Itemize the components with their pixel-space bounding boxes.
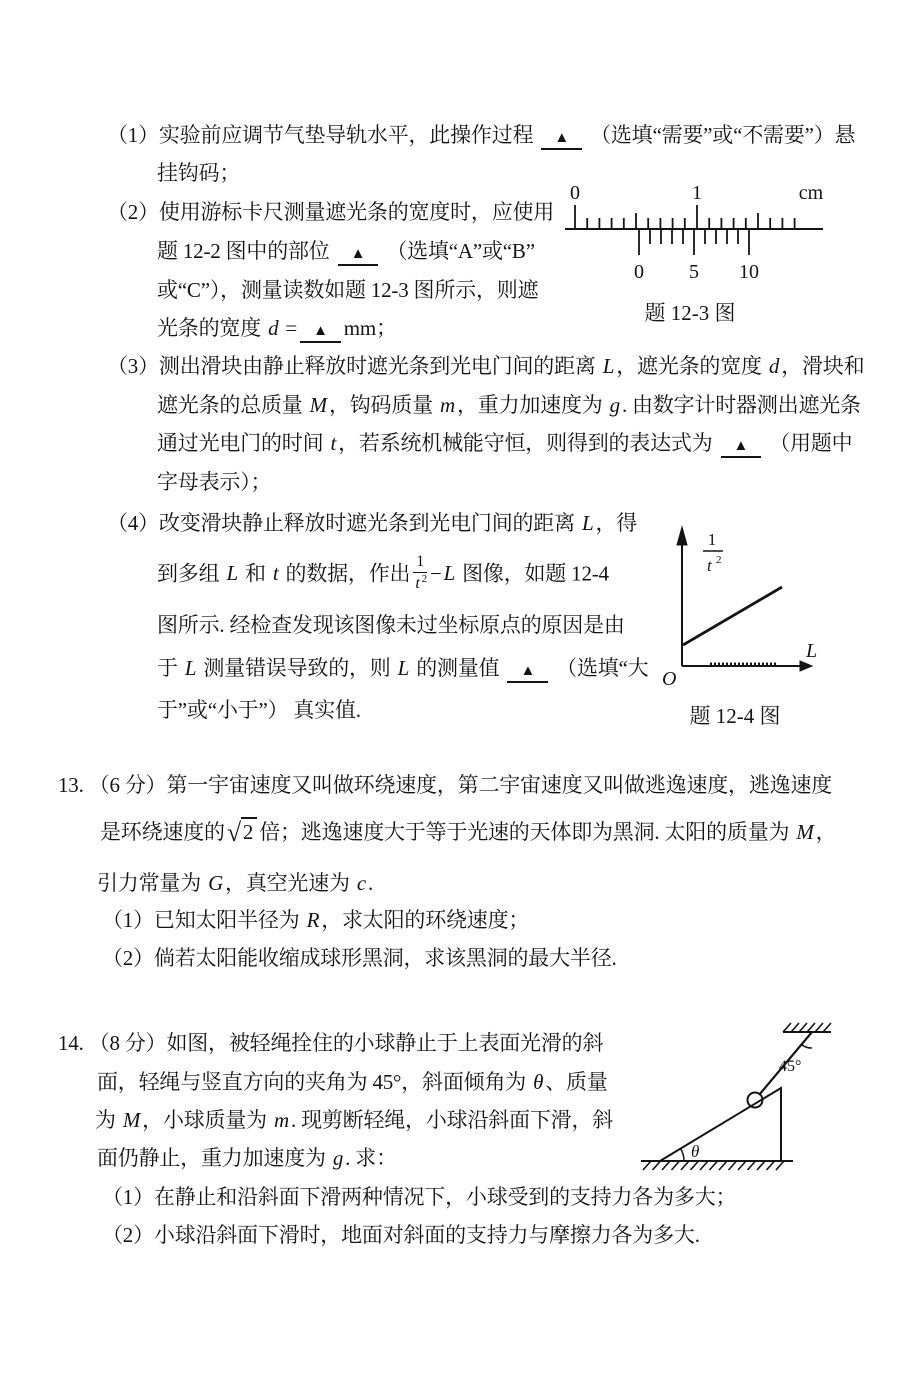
main-tick-label-0: 0 (570, 183, 580, 204)
incline-triangle (660, 1088, 781, 1161)
vernier-caliper-figure (553, 183, 853, 295)
q12-3-line-3: 字母表示）； (157, 470, 272, 494)
math-variable: t (272, 561, 279, 586)
q12-3-line-2: 通过光电门的时间 t，若系统机械能守恒，则得到的表达式为 ▲ （用题中 (157, 430, 852, 458)
math-variable: M (796, 820, 814, 844)
y-axis-arrow (677, 527, 687, 545)
ceiling-hatch (783, 1023, 831, 1032)
q13-line-1: 是环绕速度的√2 倍；逃逸速度大于等于光速的天体即为黑洞. 太阳的质量为 M， (100, 818, 837, 847)
square-root: √2 (227, 817, 257, 846)
math-variable: d (768, 354, 780, 378)
answer-blank: ▲ (541, 130, 582, 150)
q12-3-line-1: 遮光条的总质量 M，钩码质量 m，重力加速度为 g. 由数字计时器测出遮光条 (157, 393, 861, 417)
vernier-tick-label-10: 10 (739, 261, 759, 283)
main-scale-ticks (575, 205, 795, 229)
q12-4-line-0: （4）改变滑块静止释放时遮光条到光电门间的距离 L，得 (107, 511, 638, 535)
fig12-3-caption: 题 12-3 图 (644, 301, 736, 325)
y-label-numerator: 1 (707, 530, 717, 549)
q12-2-line-1: 题 12-2 图中的部位 ▲ （选填“A”或“B” (157, 238, 535, 266)
q12-4-line-1: 到多组 L 和 t 的数据，作出 $\frac{1}{t ^2}$ −L 图像，如题 12-4 (157, 553, 609, 593)
x-axis-arrow (800, 661, 812, 671)
answer-blank: ▲ (300, 323, 341, 343)
rope-angle-arc (802, 1045, 813, 1049)
math-variable: d (268, 316, 279, 340)
q13-line-4: （2）倘若太阳能收缩成球形黑洞，求该黑洞的最大半径. (102, 946, 617, 970)
q14-line-3: 面仍静止，重力加速度为 g. 求： (97, 1146, 397, 1170)
q13-line-0: 13. （6 分）第一宇宙速度又叫做环绕速度，第二宇宙速度又叫做逃逸速度，逃逸速度 (58, 773, 833, 797)
math-variable: θ (533, 1070, 544, 1094)
math-variable: L (602, 354, 615, 378)
q13-line-3: （1）已知太阳半径为 R，求太阳的环绕速度； (102, 908, 530, 932)
x-axis-label: L (806, 640, 818, 662)
rope-angle-label: 45° (779, 1058, 802, 1075)
math-variable: L (184, 656, 197, 680)
math-variable: m (440, 393, 455, 417)
q12-4-line-4: 于”或“小于”） 真实值. (157, 698, 361, 722)
vernier-tick-label-0: 0 (634, 261, 644, 283)
q12-1-line-1: 挂钩码； (157, 161, 241, 185)
math-variable: L (581, 511, 594, 535)
math-variable: G (208, 871, 224, 895)
math-variable: g (609, 393, 620, 417)
unit-label: cm (798, 183, 824, 204)
q12-4-line-3: 于 L 测量错误导致的，则 L 的测量值 ▲ （选填“大 (157, 655, 648, 683)
y-label-exponent: 2 (716, 554, 722, 566)
math-variable: M (309, 393, 327, 417)
q14-line-4: （1）在静止和沿斜面下滑两种情况下，小球受到的支持力各为多大； (102, 1185, 737, 1209)
q14-line-5: （2）小球沿斜面下滑时，地面对斜面的支持力与摩擦力各为多大. (102, 1223, 700, 1247)
inline-fraction: $\frac{1}{t ^2}$ (415, 553, 427, 593)
math-variable: L (226, 561, 238, 586)
vernier-tick-label-5: 5 (689, 261, 699, 283)
y-label-denominator: t (707, 556, 712, 575)
q12-1-line-0: （1）实验前应调节气垫导轨水平，此操作过程 ▲ （选填“需要”或“不需要”）悬 (107, 122, 855, 150)
fig12-4-caption: 题 12-4 图 (689, 704, 781, 728)
q14-line-0: 14. （8 分）如图，被轻绳拴住的小球静止于上表面光滑的斜 (58, 1031, 604, 1055)
incline-figure (633, 1016, 895, 1178)
math-variable: R (306, 908, 320, 932)
answer-blank: ▲ (507, 663, 548, 683)
q14-line-2: 为 M，小球质量为 m. 现剪断轻绳，小球沿斜面下滑，斜 (95, 1108, 614, 1132)
theta-arc (681, 1149, 685, 1162)
q13-line-2: 引力常量为 G，真空光速为 c. (97, 871, 374, 895)
math-variable: c (356, 871, 367, 895)
math-variable: M (122, 1108, 141, 1132)
q12-2-line-2: 或“C”），测量读数如题 12-3 图所示，则遮 (157, 278, 539, 302)
vernier-scale-ticks (639, 229, 749, 255)
answer-blank: ▲ (721, 438, 762, 458)
ground-hatch (643, 1161, 784, 1170)
q12-2-line-0: （2）使用游标卡尺测量遮光条的宽度时，应使用 (107, 200, 555, 224)
q12-4-line-2: 图所示. 经检查发现该图像未过坐标原点的原因是由 (157, 613, 625, 637)
math-variable: m (274, 1108, 289, 1132)
answer-blank: ▲ (338, 246, 379, 266)
math-variable: L (397, 656, 410, 680)
q14-line-1: 面，轻绳与竖直方向的夹角为 45°，斜面倾角为 θ、质量 (97, 1070, 608, 1094)
math-variable: g (332, 1146, 344, 1170)
theta-label: θ (691, 1142, 700, 1161)
q12-2-line-3: 光条的宽度 d = ▲ mm； (157, 315, 397, 343)
origin-label: O (662, 668, 677, 690)
plot-line (683, 587, 782, 645)
q12-3-line-0: （3）测出滑块由静止释放时遮光条到光电门间的距离 L，遮光条的宽度 d，滑块和 (107, 354, 865, 378)
main-tick-label-1: 1 (692, 183, 702, 204)
math-variable: L (443, 561, 456, 586)
graph-figure (638, 505, 898, 693)
math-variable: t (330, 431, 337, 455)
